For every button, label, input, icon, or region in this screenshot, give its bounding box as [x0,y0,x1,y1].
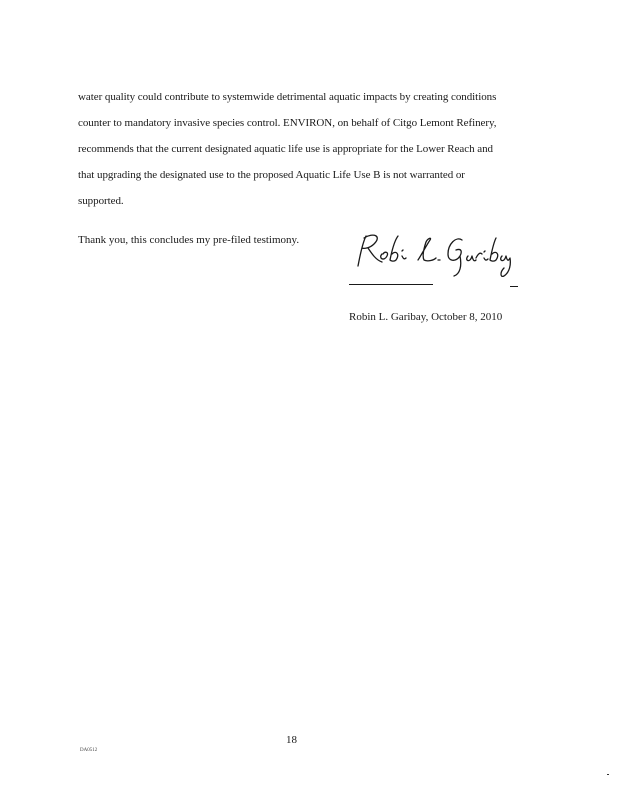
body-text-line: recommends that the current designated aquatic life use is appropriate for the Lower Reach and [78,143,493,155]
closing-statement: Thank you, this concludes my pre-filed testimony. [78,234,300,246]
handwritten-signature [344,222,516,282]
signature-line-dash [510,286,518,287]
body-text-line: water quality could contribute to systemwide detrimental aquatic impacts by creating conditions [78,91,497,103]
signature-line [349,284,433,285]
page-number: 18 [286,734,297,746]
body-text-line: that upgrading the designated use to the proposed Aquatic Life Use B is not warranted or [78,169,465,181]
document-code: DA0512 [80,748,98,753]
corner-mark [607,774,609,775]
body-text-line: supported. [78,195,124,207]
body-text-line: counter to mandatory invasive species control. ENVIRON, on behalf of Citgo Lemont Refinery, [78,117,497,129]
signature-caption: Robin L. Garibay, October 8, 2010 [349,311,503,323]
